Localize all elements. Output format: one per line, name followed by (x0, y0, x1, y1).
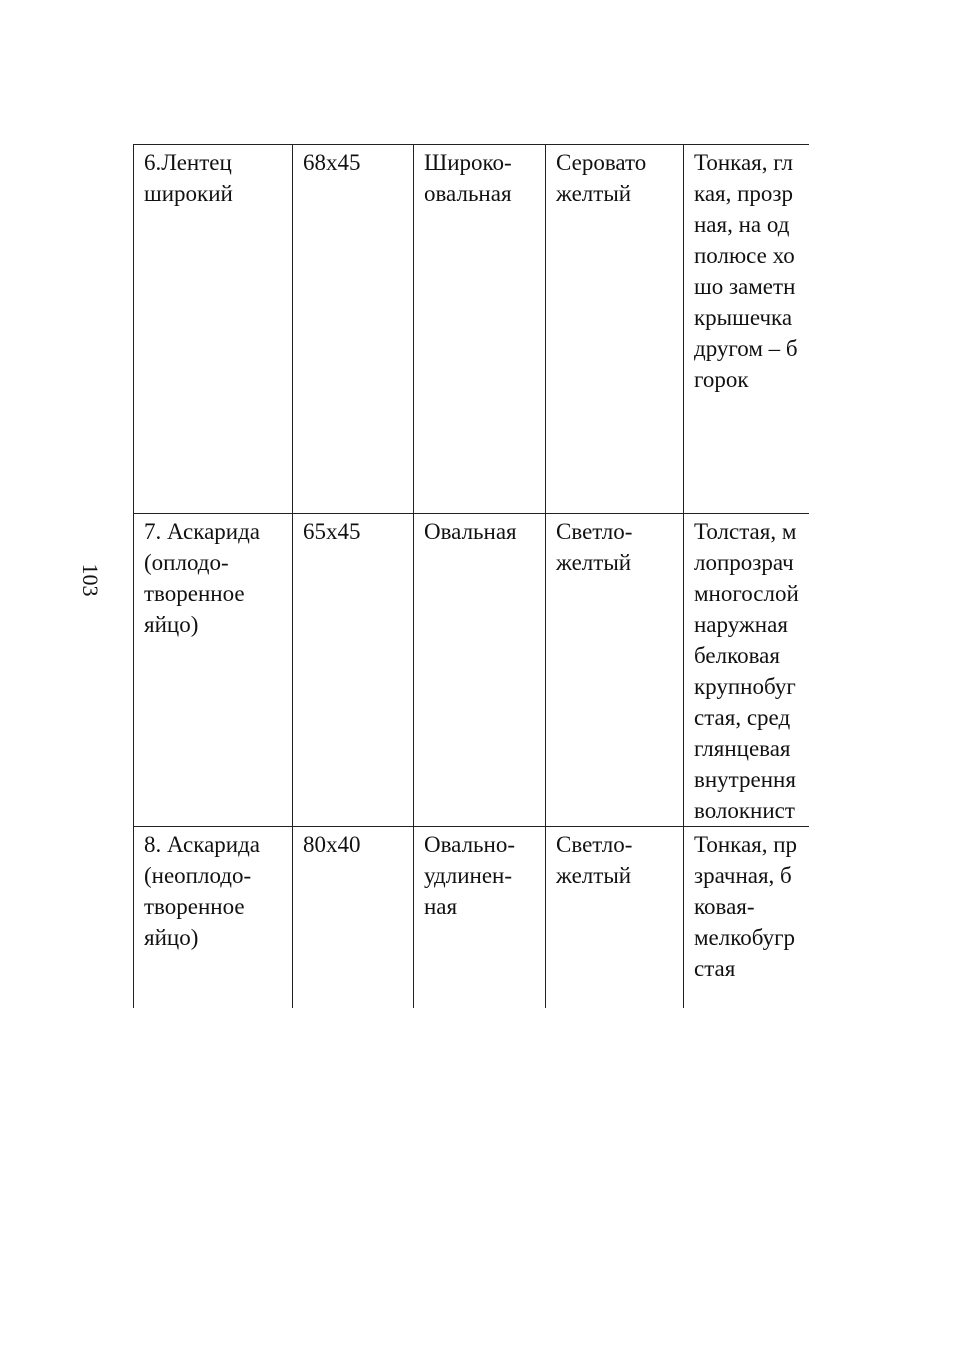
cell-color: Серовато желтый (546, 145, 684, 514)
cell-shell: Тонкая, пр зрачная, б ковая- мелкобугр стая (684, 827, 810, 1009)
cell-size: 65x45 (293, 514, 414, 827)
table-row (134, 145, 810, 514)
page-number: 103 (78, 563, 103, 597)
cell-shape: Овальная (414, 514, 546, 827)
table-row (134, 827, 810, 1009)
cell-shell: Толстая, м лопрозрач многослой наружная белковая крупнобуг стая, сред глянцевая внутрення волокнист (684, 514, 810, 827)
cell-size: 80x40 (293, 827, 414, 1009)
parasite-eggs-table (133, 144, 809, 1008)
cell-color: Светло- желтый (546, 827, 684, 1009)
cell-shell: Тонкая, гл кая, прозр ная, на од полюсе хо шо заметн крышечка другом – б горок (684, 145, 810, 514)
table-row (134, 514, 810, 827)
cell-shape: Овально- удлинен- ная (414, 827, 546, 1009)
cell-name: 7. Аскарида (оплодо- творенное яйцо) (134, 514, 293, 827)
table-viewport (133, 144, 809, 1008)
cell-name: 6.Лентец широкий (134, 145, 293, 514)
cell-color: Светло- желтый (546, 514, 684, 827)
cell-name: 8. Аскарида (неоплодо- творенное яйцо) (134, 827, 293, 1009)
cell-shape: Широко- овальная (414, 145, 546, 514)
cell-size: 68x45 (293, 145, 414, 514)
